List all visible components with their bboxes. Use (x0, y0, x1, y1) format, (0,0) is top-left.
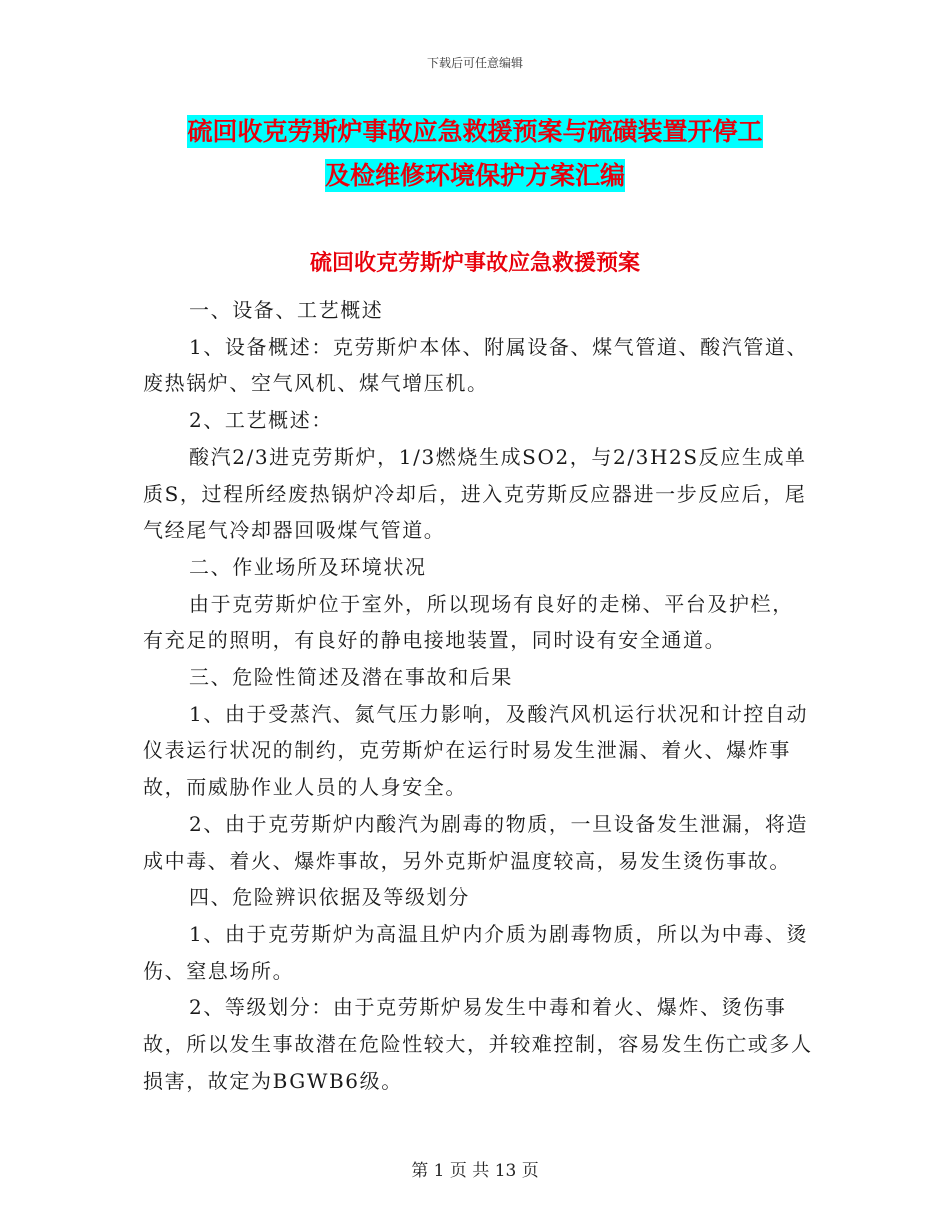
heading-3: 三、危险性简述及潜在事故和后果 (189, 665, 513, 690)
paragraph-hazard-1: 1、由于受蒸汽、氮气压力影响，及酸汽风机运行状况和计控自动仪表运行状况的制约，克劳斯炉在运行时易发生泄漏、着火、爆炸事故，而威胁作业人员的人身安全。 (143, 701, 809, 800)
paragraph-hazard-2: 2、由于克劳斯炉内酸汽为剧毒的物质，一旦设备发生泄漏，将造成中毒、着火、爆炸事故，另外克斯炉温度较高，易发生烫伤事故。 (143, 811, 809, 873)
header-note: 下载后可任意编辑 (426, 56, 523, 70)
paragraph-risk-basis: 1、由于克劳斯炉为高温且炉内介质为剧毒物质，所以为中毒、烫伤、窒息场所。 (143, 921, 809, 983)
heading-4: 四、危险辨识依据及等级划分 (189, 885, 470, 910)
paragraph-equipment-overview: 1、设备概述：克劳斯炉本体、附属设备、煤气管道、酸汽管道、废热锅炉、空气风机、煤气增压机。 (143, 334, 809, 396)
title-line-2: 及检维修环境保护方案汇编 (324, 161, 625, 190)
section-title: 硫回收克劳斯炉事故应急救援预案 (309, 250, 640, 276)
document-title (0, 110, 950, 198)
paragraph-process-detail: 酸汽2/3进克劳斯炉，1/3燃烧生成SO2，与2/3H2S反应生成单质S，过程所经废热锅炉冷却后，进入克劳斯反应器进一步反应后，尾气经尾气冷却器回吸煤气管道。 (143, 444, 807, 543)
page-footer: 第 1 页 共 13 页 (411, 1161, 539, 1181)
heading-2: 二、作业场所及环境状况 (189, 554, 427, 579)
title-line-1: 硫回收克劳斯炉事故应急救援预案与硫磺装置开停工 (187, 117, 763, 146)
paragraph-site-conditions: 由于克劳斯炉位于室外，所以现场有良好的走梯、平台及护栏，有充足的照明，有良好的静电接地装置，同时设有安全通道。 (143, 591, 794, 653)
body-text (143, 292, 813, 1099)
paragraph-risk-grade: 2、等级划分：由于克劳斯炉易发生中毒和着火、爆炸、烫伤事故，所以发生事故潜在危险性较大，并较难控制，容易发生伤亡或多人损害，故定为BGWB6级。 (143, 995, 813, 1093)
paragraph-process-label: 2、工艺概述： (189, 408, 333, 433)
heading-1: 一、设备、工艺概述 (189, 298, 384, 322)
